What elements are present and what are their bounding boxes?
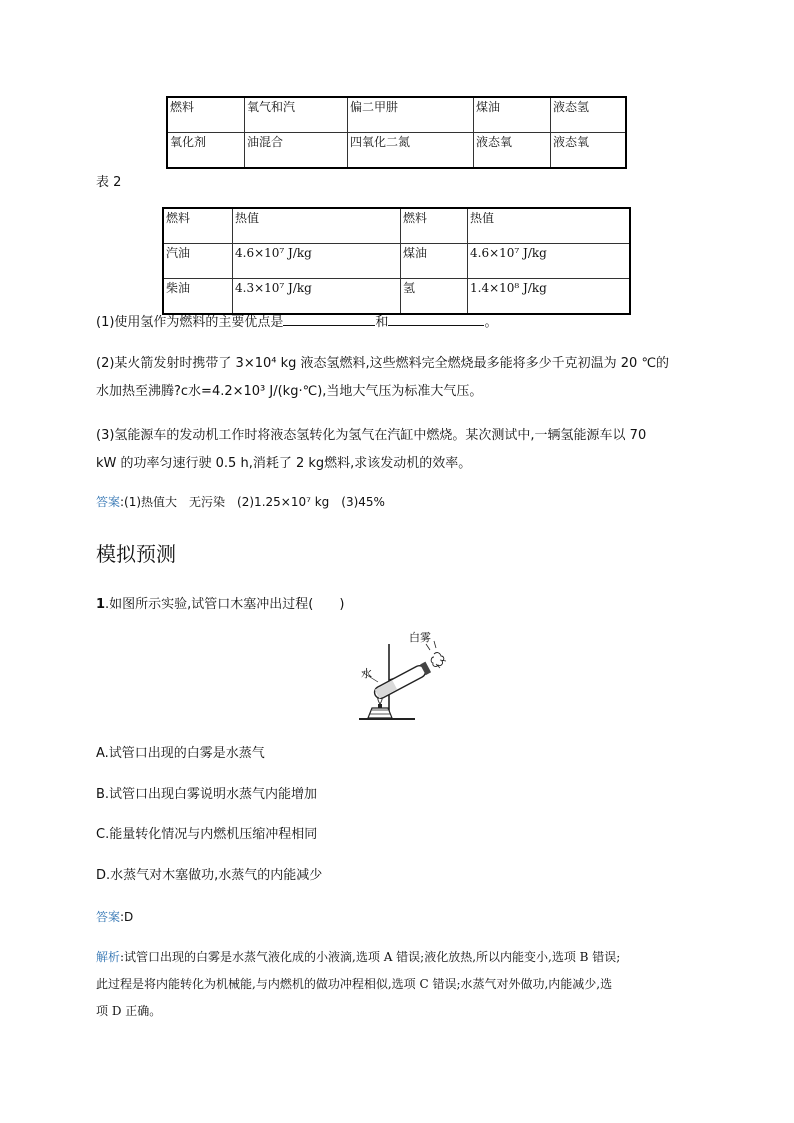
question-1-prefix: (1)使用氢作为燃料的主要优点是 <box>96 315 284 330</box>
option-b: B.试管口出现白雾说明水蒸气内能增加 <box>96 787 318 802</box>
answer-block-2 <box>96 905 133 929</box>
question-1 <box>96 311 497 335</box>
table-header-cell: 热值 <box>468 208 631 244</box>
option-d: D.水蒸气对木塞做功,水蒸气的内能减少 <box>96 868 323 883</box>
question-3-line1: (3)氢能源车的发动机工作时将液态氢转化为氢气在汽缸中燃烧。某次测试中,一辆氢能源车以 70 <box>96 428 647 443</box>
table-caption: 表 2 <box>96 175 122 190</box>
answer-label: 答案 <box>96 495 121 509</box>
table-cell: 汽油 <box>163 244 233 279</box>
figure-label-fog: 白雾 <box>409 631 431 644</box>
analysis-label: 解析 <box>96 950 121 964</box>
question-2 <box>96 352 706 404</box>
analysis-line-2: 此过程是将内能转化为机械能,与内燃机的做功冲程相似,选项 C 错误;水蒸气对外做功,内能减少,选 <box>96 977 613 991</box>
table-row <box>163 244 630 279</box>
analysis-line-1: :试管口出现的白雾是水蒸气液化成的小液滴,选项 A 错误;液化放热,所以内能变小,选项 B 错误; <box>120 950 621 964</box>
table-header-row <box>163 208 630 244</box>
question-number: 1 <box>96 597 106 612</box>
table-cell: 4.6×10⁷ J/kg <box>233 244 401 279</box>
table-row <box>167 97 626 133</box>
table-header-cell: 燃料 <box>401 208 468 244</box>
table-cell: 氧化剂 <box>167 133 245 169</box>
table-row <box>163 279 630 315</box>
fuel-oxidizer-table <box>166 96 627 169</box>
table-header-cell: 燃料 <box>163 208 233 244</box>
table-cell: 煤油 <box>401 244 468 279</box>
answer-blank-1 <box>283 311 375 326</box>
question-3-line2: kW 的功率匀速行驶 0.5 h,消耗了 2 kg燃料,求该发动机的效率。 <box>96 456 472 471</box>
table-cell: 液态氧 <box>474 133 551 169</box>
table-cell: 4.3×10⁷ J/kg <box>233 279 401 315</box>
table-cell: 液态氧 <box>551 133 627 169</box>
table-cell: 油混合 <box>245 133 348 169</box>
option-c: C.能量转化情况与内燃机压缩冲程相同 <box>96 827 318 842</box>
table-row <box>167 133 626 169</box>
table-cell: 四氧化二氮 <box>348 133 474 169</box>
table-cell: 柴油 <box>163 279 233 315</box>
table-cell: 燃料 <box>167 97 245 133</box>
section-title: 模拟预测 <box>96 542 176 566</box>
table-cell: 偏二甲肼 <box>348 97 474 133</box>
option-a: A.试管口出现的白雾是水蒸气 <box>96 746 265 761</box>
question-1-mid: 和 <box>375 315 389 330</box>
analysis-block <box>96 944 716 1025</box>
question-stem-text: .如图所示实验,试管口木塞冲出过程( ) <box>105 597 345 612</box>
table-header-cell: 热值 <box>233 208 401 244</box>
table-cell: 液态氢 <box>551 97 627 133</box>
question-3 <box>96 424 706 476</box>
question-2-line2: 水加热至沸腾?c水=4.2×10³ J/(kg·℃),当地大气压为标准大气压。 <box>96 384 483 399</box>
figure-label-water: 水 <box>361 667 372 680</box>
table-cell: 4.6×10⁷ J/kg <box>468 244 631 279</box>
mcq-stem <box>96 593 344 617</box>
table-cell: 煤油 <box>474 97 551 133</box>
question-2-line1: (2)某火箭发射时携带了 3×10⁴ kg 液态氢燃料,这些燃料完全燃烧最多能将多少千克初温为 20 ℃的 <box>96 356 670 371</box>
answer-text: :D <box>120 910 134 924</box>
answer-label: 答案 <box>96 910 121 924</box>
question-1-suffix: 。 <box>484 315 498 330</box>
answer-blank-2 <box>388 311 484 326</box>
answer-text: :(1)热值大 无污染 (2)1.25×10⁷ kg (3)45% <box>120 495 385 509</box>
heat-value-table <box>162 207 631 315</box>
table-cell: 氢 <box>401 279 468 315</box>
experiment-figure <box>350 624 450 724</box>
table-cell: 1.4×10⁸ J/kg <box>468 279 631 315</box>
analysis-line-3: 项 D 正确。 <box>96 1004 162 1018</box>
answer-block-1 <box>96 490 385 514</box>
table-cell: 氧气和汽 <box>245 97 348 133</box>
